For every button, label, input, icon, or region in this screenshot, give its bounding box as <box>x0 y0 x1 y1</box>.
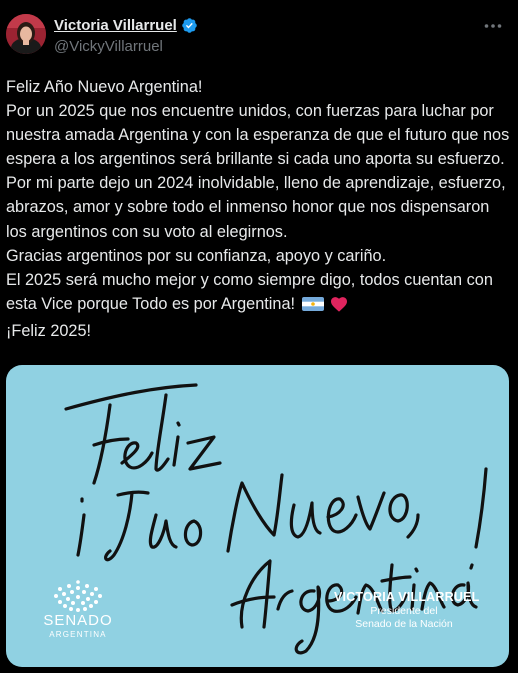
red-heart-emoji <box>330 295 348 319</box>
handwriting-stroke <box>416 569 417 571</box>
more-dots-icon[interactable] <box>482 16 504 36</box>
verified-badge-icon <box>181 17 198 34</box>
author-display-name[interactable]: Victoria Villarruel <box>54 16 177 34</box>
senado-title: SENADO <box>43 612 113 629</box>
handwriting-stroke <box>390 495 407 521</box>
author-handle[interactable]: @VickyVillarruel <box>54 38 163 55</box>
argentina-flag-emoji <box>302 295 324 319</box>
handwriting-stroke <box>408 515 418 537</box>
tweet-header <box>0 0 518 70</box>
handwriting-stroke <box>228 475 282 551</box>
tweet-line-text: El 2025 será mucho mejor y como siempre digo, todos cuentan con esta Vice porque Todo es por Argentina! <box>6 270 493 313</box>
handwriting-stroke <box>185 521 200 545</box>
handwriting-stroke <box>476 469 486 547</box>
handwriting-stroke <box>106 493 132 560</box>
avatar[interactable] <box>6 14 46 54</box>
tweet-line: ¡Feliz 2025! <box>6 321 92 340</box>
tweet-text <box>6 75 514 343</box>
handwriting-stroke <box>291 503 320 537</box>
profile-photo-icon <box>6 14 46 54</box>
tweet-line: Por un 2025 que nos encuentre unidos, con fuerzas para luchar por nuestra amada Argentina y con la esperanza de que el futuro que nos espera a los argentinos será brillante si cada uno aporta su esfuerzo. <box>6 102 510 169</box>
handwriting-stroke <box>188 437 220 469</box>
senado-subtitle: ARGENTINA <box>49 630 107 639</box>
signature-name: VICTORIA VILLARRUEL <box>334 590 480 604</box>
signature-role <box>334 605 474 631</box>
handwriting-stroke <box>94 439 128 445</box>
signature-role-line: Presidente del <box>370 605 438 617</box>
handwriting-stroke <box>178 423 179 425</box>
handwriting-stroke <box>471 565 472 568</box>
author-names <box>54 15 198 55</box>
handwriting-stroke <box>328 499 356 532</box>
handwriting-stroke <box>174 437 178 465</box>
senado-emblem-icon <box>40 580 116 614</box>
tweet-line: Gracias argentinos por su confianza, apoyo y cariño. <box>6 246 387 265</box>
handwriting-stroke <box>150 515 176 547</box>
handwriting-stroke <box>241 561 270 627</box>
handwriting-stroke <box>278 591 292 609</box>
handwriting-stroke <box>78 515 84 555</box>
handwriting-stroke <box>66 385 196 409</box>
signature-role-line: Senado de la Nación <box>355 618 453 630</box>
handwriting-stroke <box>296 587 319 653</box>
tweet-line: Por mi parte dejo un 2024 inolvidable, lleno de aprendizaje, esfuerzo, abrazos, amor y sobre todo el inmenso honor que nos dispensaron los argentinos con su voto al elegirnos. <box>6 174 506 241</box>
tweet-line <box>6 268 514 319</box>
handwriting-stroke <box>382 577 410 581</box>
handwriting-stroke <box>358 493 384 529</box>
tweet-line: Feliz Año Nuevo Argentina! <box>6 78 203 96</box>
handwriting-stroke <box>156 395 168 470</box>
handwriting-stroke <box>122 443 152 468</box>
